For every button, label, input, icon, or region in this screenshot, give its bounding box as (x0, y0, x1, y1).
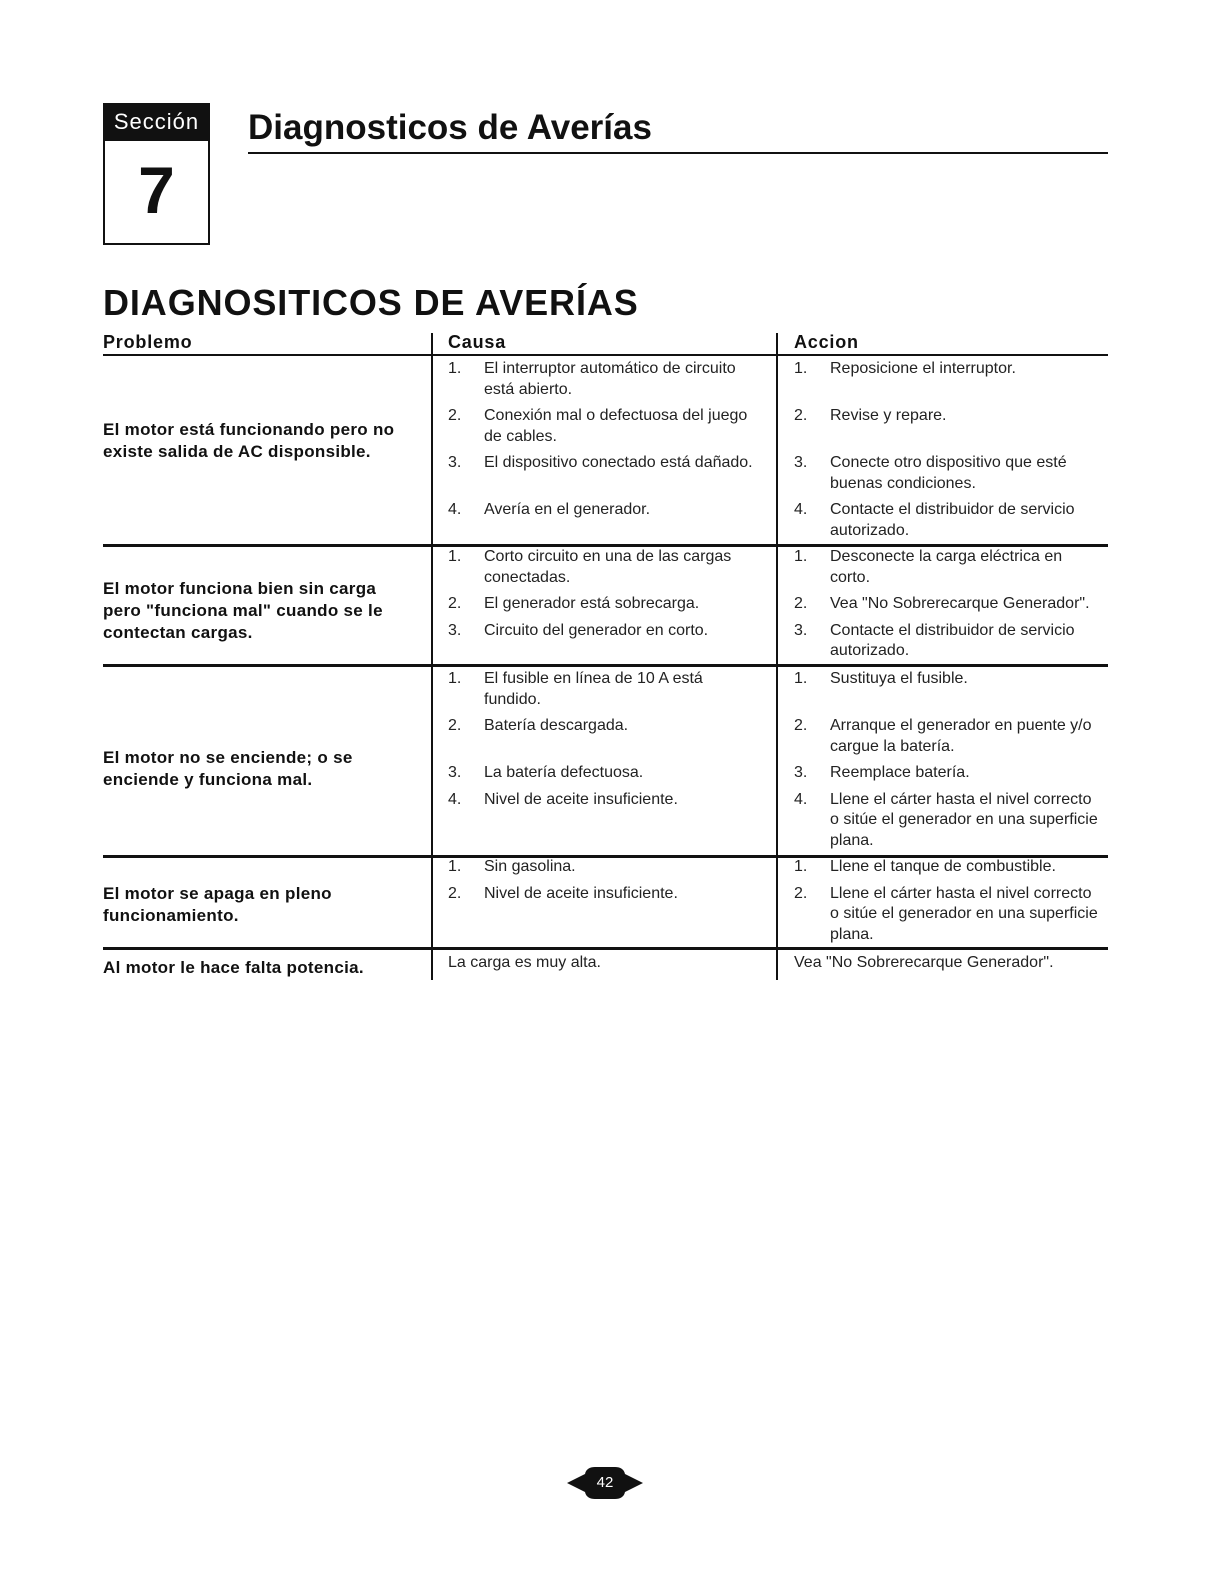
action-item-text: Desconecte la carga eléctrica en corto. (830, 548, 1063, 586)
cause-item-text: Conexión mal o defectuosa del juego de cables. (484, 407, 748, 445)
action-item-text: Llene el cárter hasta el nivel correcto o sitúe el generador en una superficie plana. (830, 790, 1098, 849)
cause-item-number: 3. (448, 621, 462, 639)
cause-item-number: 3. (448, 454, 462, 471)
action-item-text: Contacte el distribuidor de servicio autorizado. (830, 501, 1075, 539)
cause-item-number: 2. (448, 884, 462, 902)
table-heading: DIAGNOSITICOS DE AVERÍAS (103, 282, 639, 323)
action-item-number: 3. (794, 764, 808, 781)
cause-item-text: Batería descargada. (484, 717, 629, 734)
cause-item-text: Corto circuito en una de las cargas conectadas. (484, 548, 732, 586)
cause-item-number: 1. (448, 360, 462, 377)
row-5-items (448, 953, 1108, 974)
action-item-number: 4. (794, 790, 808, 808)
row-divider (103, 664, 1108, 667)
row-divider (103, 947, 1108, 950)
action-item-text: Arranque el generador en puente y/o cargue la batería. (830, 717, 1092, 755)
section-number: 7 (138, 153, 175, 227)
cause-item-text: La carga es muy alta. (448, 954, 601, 971)
header-cause: Causa (448, 332, 507, 352)
action-item-number: 2. (794, 407, 808, 424)
action-item-number: 2. (794, 717, 808, 734)
row-2-items (448, 547, 1108, 662)
section-badge (103, 103, 210, 245)
action-item-text: Conecte otro dispositivo que esté buenas condiciones. (830, 454, 1067, 492)
action-item-number: 1. (794, 670, 808, 687)
cause-item-number: 2. (448, 717, 462, 734)
cause-item-text: Sin gasolina. (484, 858, 576, 875)
cause-item-number: 1. (448, 670, 462, 687)
problem-text: El motor no se enciende; o se enciende y funciona mal. (103, 748, 353, 789)
cause-item-number: 2. (448, 595, 462, 612)
cause-item-number: 4. (448, 501, 462, 518)
cause-item-text: Circuito del generador en corto. (484, 621, 709, 639)
action-item-text: Llene el tanque de combustible. (830, 858, 1056, 875)
action-item-text: Vea "No Sobrerecarque Generador". (794, 954, 1054, 971)
section-title: Diagnosticos de Averías (248, 108, 652, 147)
action-item-text: Reposicione el interruptor. (830, 360, 1016, 377)
cause-item-text: El interruptor automático de circuito está abierto. (484, 360, 736, 398)
action-item-text: Revise y repare. (830, 407, 947, 424)
cause-item-number: 3. (448, 764, 462, 781)
action-item-number: 3. (794, 621, 808, 639)
header-rule (103, 354, 1108, 356)
cause-item-text: Avería en el generador. (484, 501, 651, 518)
cause-item-text: El generador está sobrecarga. (484, 595, 700, 612)
action-item-number: 4. (794, 501, 808, 518)
action-item-number: 1. (794, 548, 808, 565)
row-4-items (448, 857, 1108, 945)
title-underline (248, 152, 1108, 154)
action-item-text: Contacte el distribuidor de servicio autorizado. (830, 621, 1075, 659)
action-item-number: 2. (794, 595, 808, 612)
column-divider-cause (431, 333, 433, 980)
cause-item-text: La batería defectuosa. (484, 764, 644, 781)
action-item-number: 1. (794, 858, 808, 875)
cause-item-text: El dispositivo conectado está dañado. (484, 454, 753, 471)
action-item-number: 1. (794, 360, 808, 377)
cause-item-text: El fusible en línea de 10 A está fundido. (484, 670, 703, 708)
header-problem: Problemo (103, 332, 193, 352)
action-item-text: Sustituya el fusible. (830, 670, 968, 687)
action-item-number: 2. (794, 884, 808, 902)
action-item-text: Reemplace batería. (830, 764, 970, 781)
problem-text: El motor se apaga en pleno funcionamiento. (103, 884, 332, 925)
cause-item-number: 4. (448, 790, 462, 808)
cause-item-number: 1. (448, 548, 462, 565)
header-action: Accion (794, 332, 859, 352)
action-item-text: Vea "No Sobrerecarque Generador". (830, 595, 1090, 612)
problem-text: El motor está funcionando pero no existe salida de AC disponsible. (103, 420, 395, 461)
cause-item-number: 2. (448, 407, 462, 424)
problem-text: El motor funciona bien sin carga pero "funciona mal" cuando se le contectan cargas. (103, 579, 383, 642)
row-3-items (448, 669, 1108, 851)
cause-item-number: 1. (448, 858, 462, 875)
cause-item-text: Nivel de aceite insuficiente. (484, 790, 678, 808)
cause-item-text: Nivel de aceite insuficiente. (484, 884, 678, 902)
problem-text: Al motor le hace falta potencia. (103, 958, 364, 977)
section-label: Sección (103, 103, 210, 141)
page-number: 42 (596, 1474, 614, 1491)
action-item-text: Llene el cárter hasta el nivel correcto o sitúe el generador en una superficie plana. (830, 884, 1098, 943)
page-number-badge (566, 1465, 644, 1501)
action-item-number: 3. (794, 454, 808, 471)
row-1-items (448, 359, 1108, 541)
